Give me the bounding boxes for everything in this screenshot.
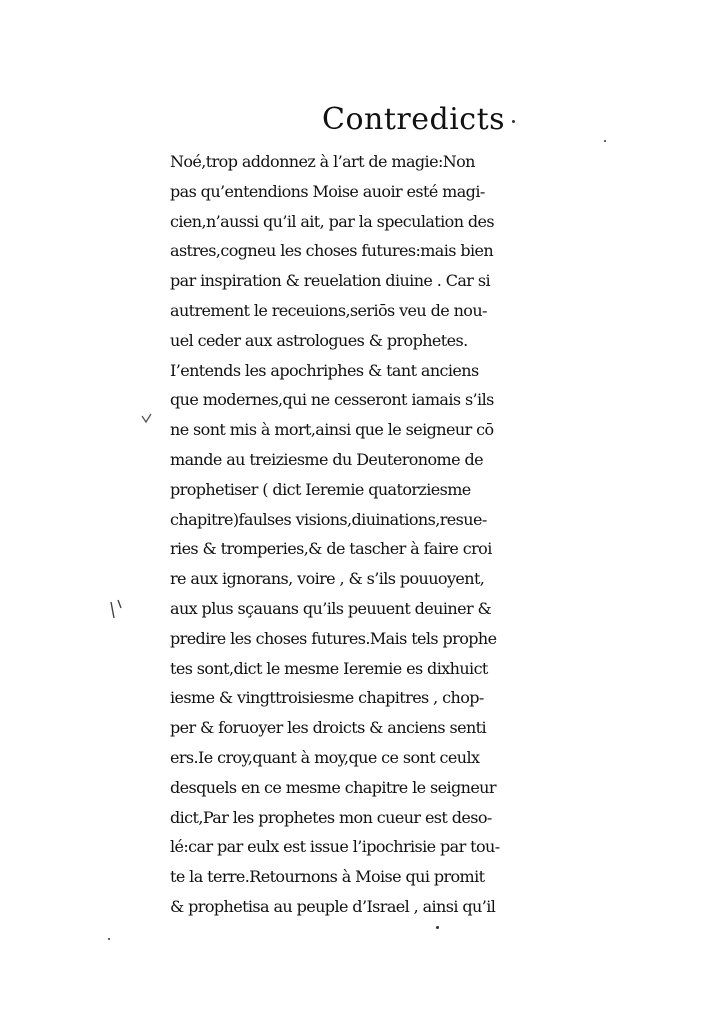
scan-speck (436, 926, 439, 929)
text-line: par inspiration & reuelation diuine . Car si (170, 271, 490, 291)
text-line: desquels en ce mesme chapitre le seigneur (170, 777, 496, 797)
text-line: I’entends les apochriphes & tant anciens (170, 360, 479, 380)
text-line: chapitre)faulses visions,diuinations,resue- (170, 509, 487, 529)
text-line: mande au treiziesme du Deuteronome de (170, 449, 483, 469)
text-line: per & foruoyer les droicts & anciens senti (170, 718, 487, 738)
scan-speck (604, 140, 606, 142)
text-line: ne sont mis à mort,ainsi que le seigneur cō (170, 420, 494, 440)
text-line: dict,Par les prophetes mon cueur est deso- (170, 807, 492, 827)
text-line: re aux ignorans, voire , & s’ils pouuoyent, (170, 569, 485, 589)
text-line: te la terre.Retournons à Moise qui promit (170, 867, 485, 887)
text-line: aux plus sçauans qu’ils peuuent deuiner & (170, 598, 492, 618)
scan-speck (108, 938, 110, 940)
text-line: pas qu’entendions Moise auoir esté magi- (170, 181, 485, 201)
running-head: Contredicts (322, 102, 506, 137)
text-line: astres,cogneu les choses futures:mais bien (170, 241, 494, 261)
body-text (170, 147, 630, 922)
text-line: ries & tromperies,& de tascher à faire croi (170, 539, 492, 559)
text-line: predire les choses futures.Mais tels prophe (170, 628, 497, 648)
text-line: uel ceder aux astrologues & prophetes. (170, 330, 468, 350)
text-line: tes sont,dict le mesme Ieremie es dixhuict (170, 658, 488, 678)
text-line: que modernes,qui ne cesseront iamais s’ils (170, 390, 494, 410)
text-line: prophetiser ( dict Ieremie quatorziesme (170, 479, 471, 499)
text-line: cien,n’aussi qu’il ait, par la speculation des (170, 211, 495, 231)
text-line: lé:car par eulx est issue l’ipochrisie par tou- (170, 837, 500, 857)
text-line: & prophetisa au peuple d’Israel , ainsi qu’il (170, 896, 496, 916)
text-line: Noé,trop addonnez à l’art de magie:Non (170, 152, 475, 171)
scan-speck (512, 120, 515, 123)
text-line: ers.Ie croy,quant à moy,que ce sont ceulx (170, 747, 480, 767)
text-line: iesme & vingttroisiesme chapitres , chop- (170, 688, 484, 708)
text-line: autrement le receuions,seriōs veu de nou- (170, 300, 487, 320)
margin-mark-icon (140, 412, 154, 426)
margin-mark-icon (108, 598, 124, 622)
